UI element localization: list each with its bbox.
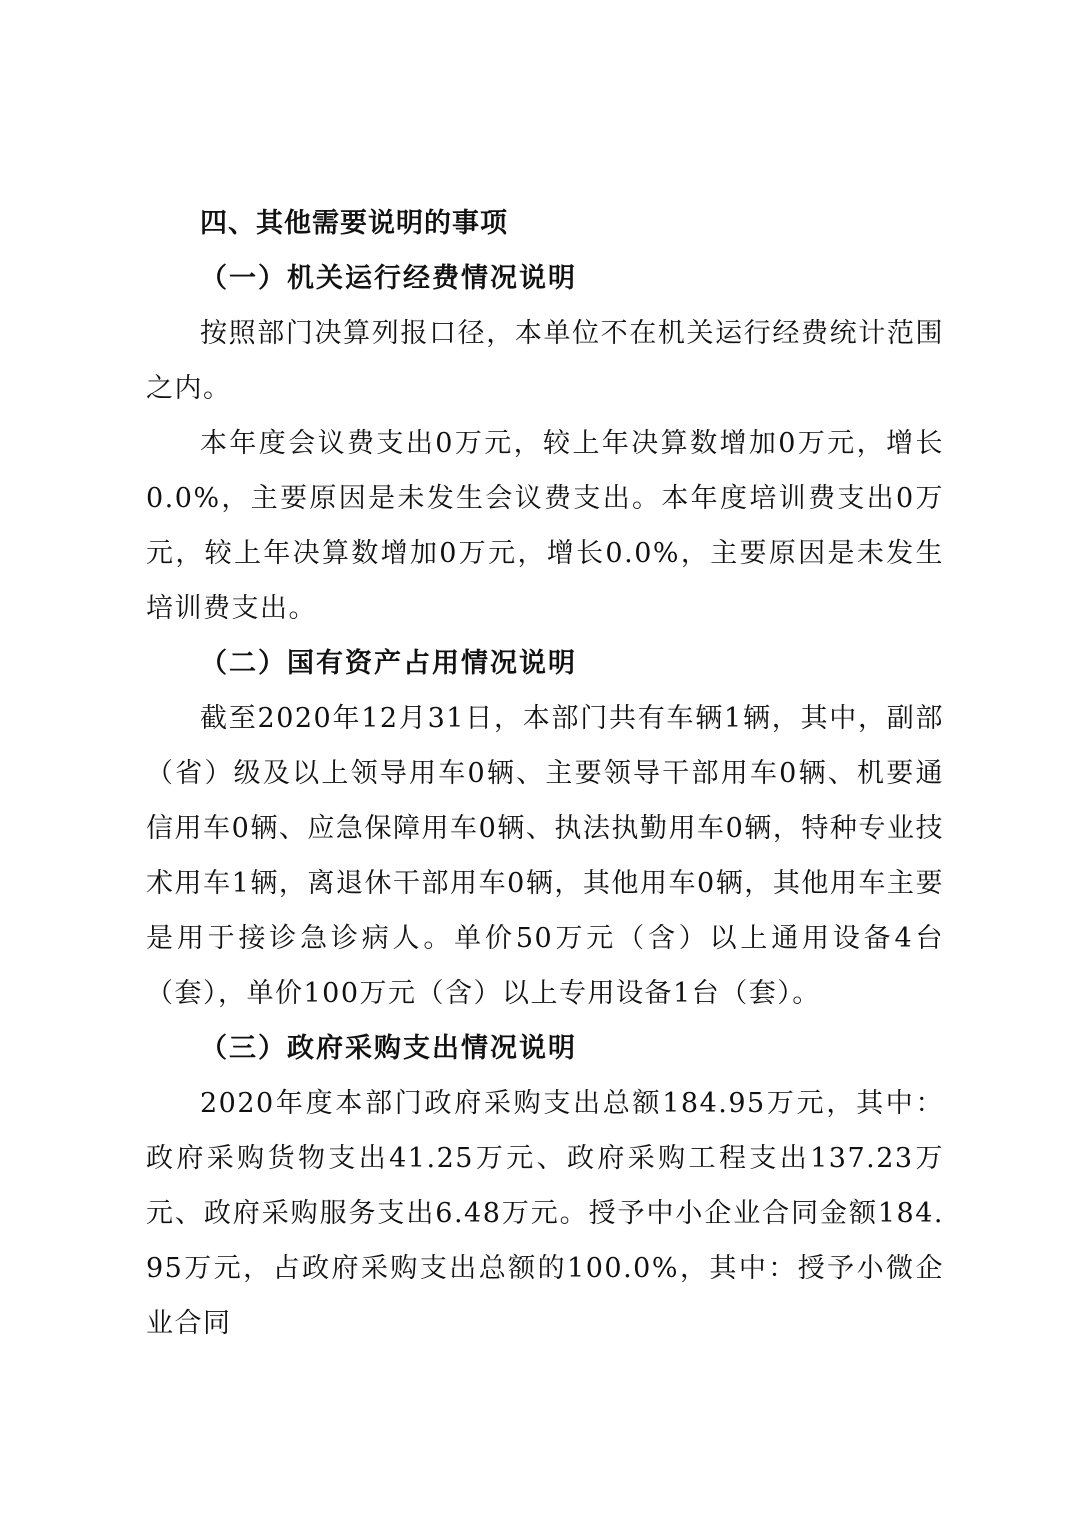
paragraph-procurement-expenditure: 2020年度本部门政府采购支出总额184.95万元，其中：政府采购货物支出41.25万元、政府采购工程支出137.23万元、政府采购服务支出6.48万元。授予中小企业合同金额184.95万元，占政府采购支出总额的100.0%，其中：授予小微企业合同 (146, 1088, 944, 1339)
paragraph-vehicles-equipment: 截至2020年12月31日，本部门共有车辆1辆，其中，副部（省）级及以上领导用车0辆、主要领导干部用车0辆、机要通信用车0辆、应急保障用车0辆、执法执勤用车0辆，特种专业技术用车1辆，离退休干部用车0辆，其他用车0辆，其他用车主要是用于接诊急诊病人。单价50万元（含）以上通用设备4台（套），单价100万元（含）以上专用设备1台（套）。 (146, 703, 944, 1009)
paragraph-meeting-training-costs: 本年度会议费支出0万元，较上年决算数增加0万元，增长0.0%，主要原因是未发生会议费支出。本年度培训费支出0万元，较上年决算数增加0万元，增长0.0%，主要原因是未发生培训费支出。 (146, 428, 944, 624)
subsection-title-state-assets: （二）国有资产占用情况说明 (200, 648, 577, 679)
paragraph-operating-funds-scope: 按照部门决算列报口径，本单位不在机关运行经费统计范围之内。 (146, 318, 944, 404)
document-body (146, 196, 944, 1351)
subsection-title-operating-funds: （一）机关运行经费情况说明 (200, 263, 577, 294)
section-title: 四、其他需要说明的事项 (200, 208, 508, 239)
subsection-title-government-procurement: （三）政府采购支出情况说明 (200, 1033, 577, 1064)
